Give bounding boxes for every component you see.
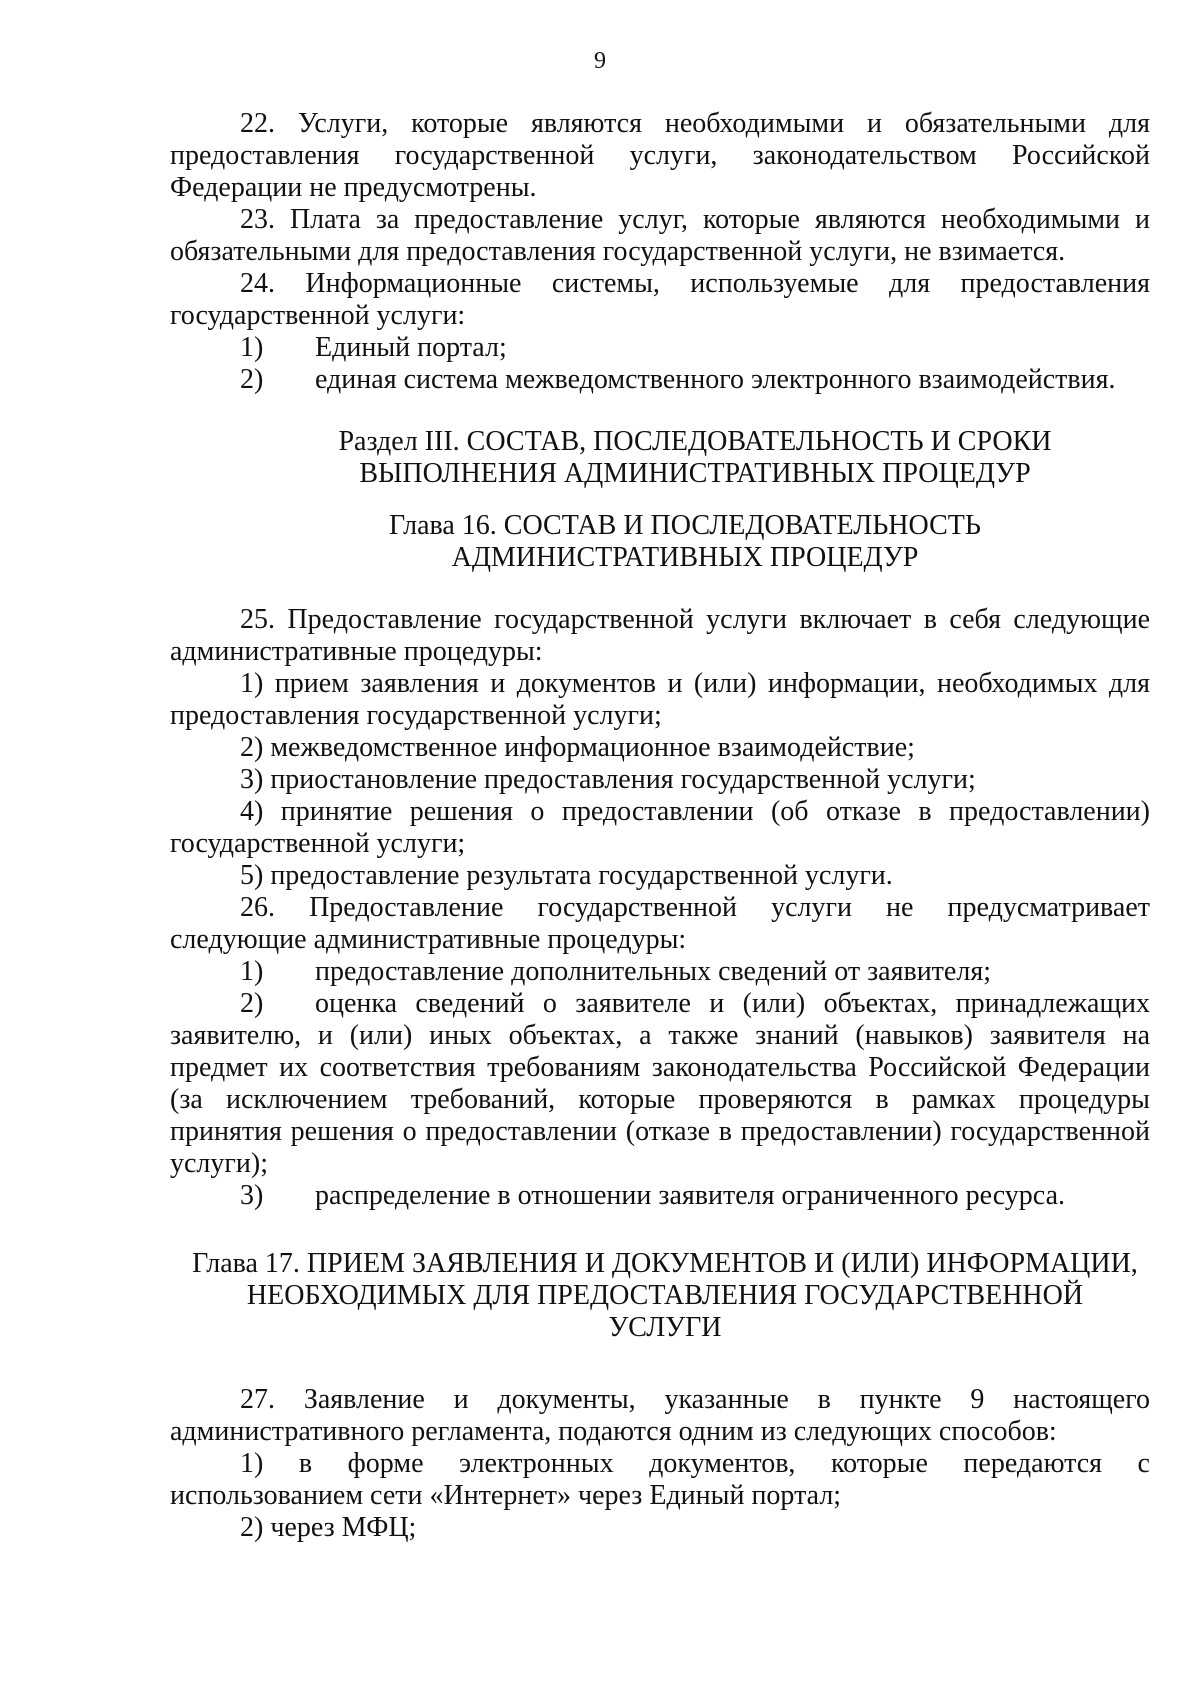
- list-item: 2) через МФЦ;: [240, 1512, 417, 1543]
- list-item-text: распределение в отношении заявителя ограниченного ресурса.: [315, 1180, 1065, 1211]
- list-item: 1) прием заявления и документов и (или) информации, необходимых для предоставления государственной услуги;: [170, 668, 1150, 731]
- list-item-text: единая система межведомственного электронного взаимодействия.: [315, 364, 1116, 395]
- list-item: [170, 364, 1150, 396]
- list-item: 2) межведомственное информационное взаимодействие;: [240, 732, 915, 763]
- page-number: 9: [594, 48, 606, 74]
- spacer: [170, 1344, 1150, 1384]
- paragraph-27: 27. Заявление и документы, указанные в пункте 9 настоящего административного регламента, подаются одним из следующих способов:: [170, 1384, 1150, 1447]
- list-item-text: предоставление дополнительных сведений от заявителя;: [315, 956, 991, 987]
- section-heading: Раздел III. СОСТАВ, ПОСЛЕДОВАТЕЛЬНОСТЬ И СРОКИ ВЫПОЛНЕНИЯ АДМИНИСТРАТИВНЫХ ПРОЦЕДУР: [338, 426, 1052, 489]
- spacer: [170, 574, 1150, 604]
- list-item-number: 2): [240, 988, 264, 1019]
- paragraph-24: 24. Информационные системы, используемые для предоставления государственной услуги:: [170, 268, 1150, 331]
- chapter-heading: Глава 17. ПРИЕМ ЗАЯВЛЕНИЯ И ДОКУМЕНТОВ И (ИЛИ) ИНФОРМАЦИИ, НЕОБХОДИМЫХ ДЛЯ ПРЕДОСТАВЛЕНИЯ ГОСУДАРСТВЕННОЙ УСЛУГИ: [192, 1248, 1138, 1343]
- list-item: 4) принятие решения о предоставлении (об отказе в предоставлении) государственной услуги;: [170, 796, 1150, 859]
- list-item-text: оценка сведений о заявителе и (или) объектах, принадлежащих заявителю, и (или) иных объектах, а также знаний (навыков) заявителя на предмет их соответствия требованиям законодательства Российской Федерации (за исключением требований, которые проверяются в рамках процедуры принятия решения о предоставлении (отказе в предоставлении) государственной услуги);: [170, 988, 1150, 1179]
- paragraph-25: 25. Предоставление государственной услуги включает в себя следующие административные процедуры:: [170, 604, 1150, 667]
- list-item-number: 2): [240, 364, 264, 395]
- list-item: [170, 332, 1150, 364]
- chapter-heading: Глава 16. СОСТАВ И ПОСЛЕДОВАТЕЛЬНОСТЬ АДМИНИСТРАТИВНЫХ ПРОЦЕДУР: [389, 510, 981, 573]
- list-item-number: 3): [240, 1180, 264, 1211]
- list-item: 1) в форме электронных документов, которые передаются с использованием сети «Интернет» через Единый портал;: [170, 1448, 1150, 1511]
- list-item: [170, 1180, 1150, 1212]
- list-item: [170, 956, 1150, 988]
- document-body: [170, 108, 1150, 1544]
- list-item: 3) приостановление предоставления государственной услуги;: [240, 764, 976, 795]
- list-item: [170, 988, 1150, 1180]
- paragraph-23: 23. Плата за предоставление услуг, которые являются необходимыми и обязательными для предоставления государственной услуги, не взимается.: [170, 204, 1150, 267]
- list-item: 5) предоставление результата государственной услуги.: [240, 860, 893, 891]
- list-item-number: 1): [240, 956, 264, 987]
- list-item-number: 1): [240, 332, 264, 363]
- paragraph-22: 22. Услуги, которые являются необходимыми и обязательными для предоставления государственной услуги, законодательством Российской Федерации не предусмотрены.: [170, 108, 1150, 203]
- paragraph-26: 26. Предоставление государственной услуги не предусматривает следующие административные процедуры:: [170, 892, 1150, 955]
- list-item-text: Единый портал;: [315, 332, 507, 363]
